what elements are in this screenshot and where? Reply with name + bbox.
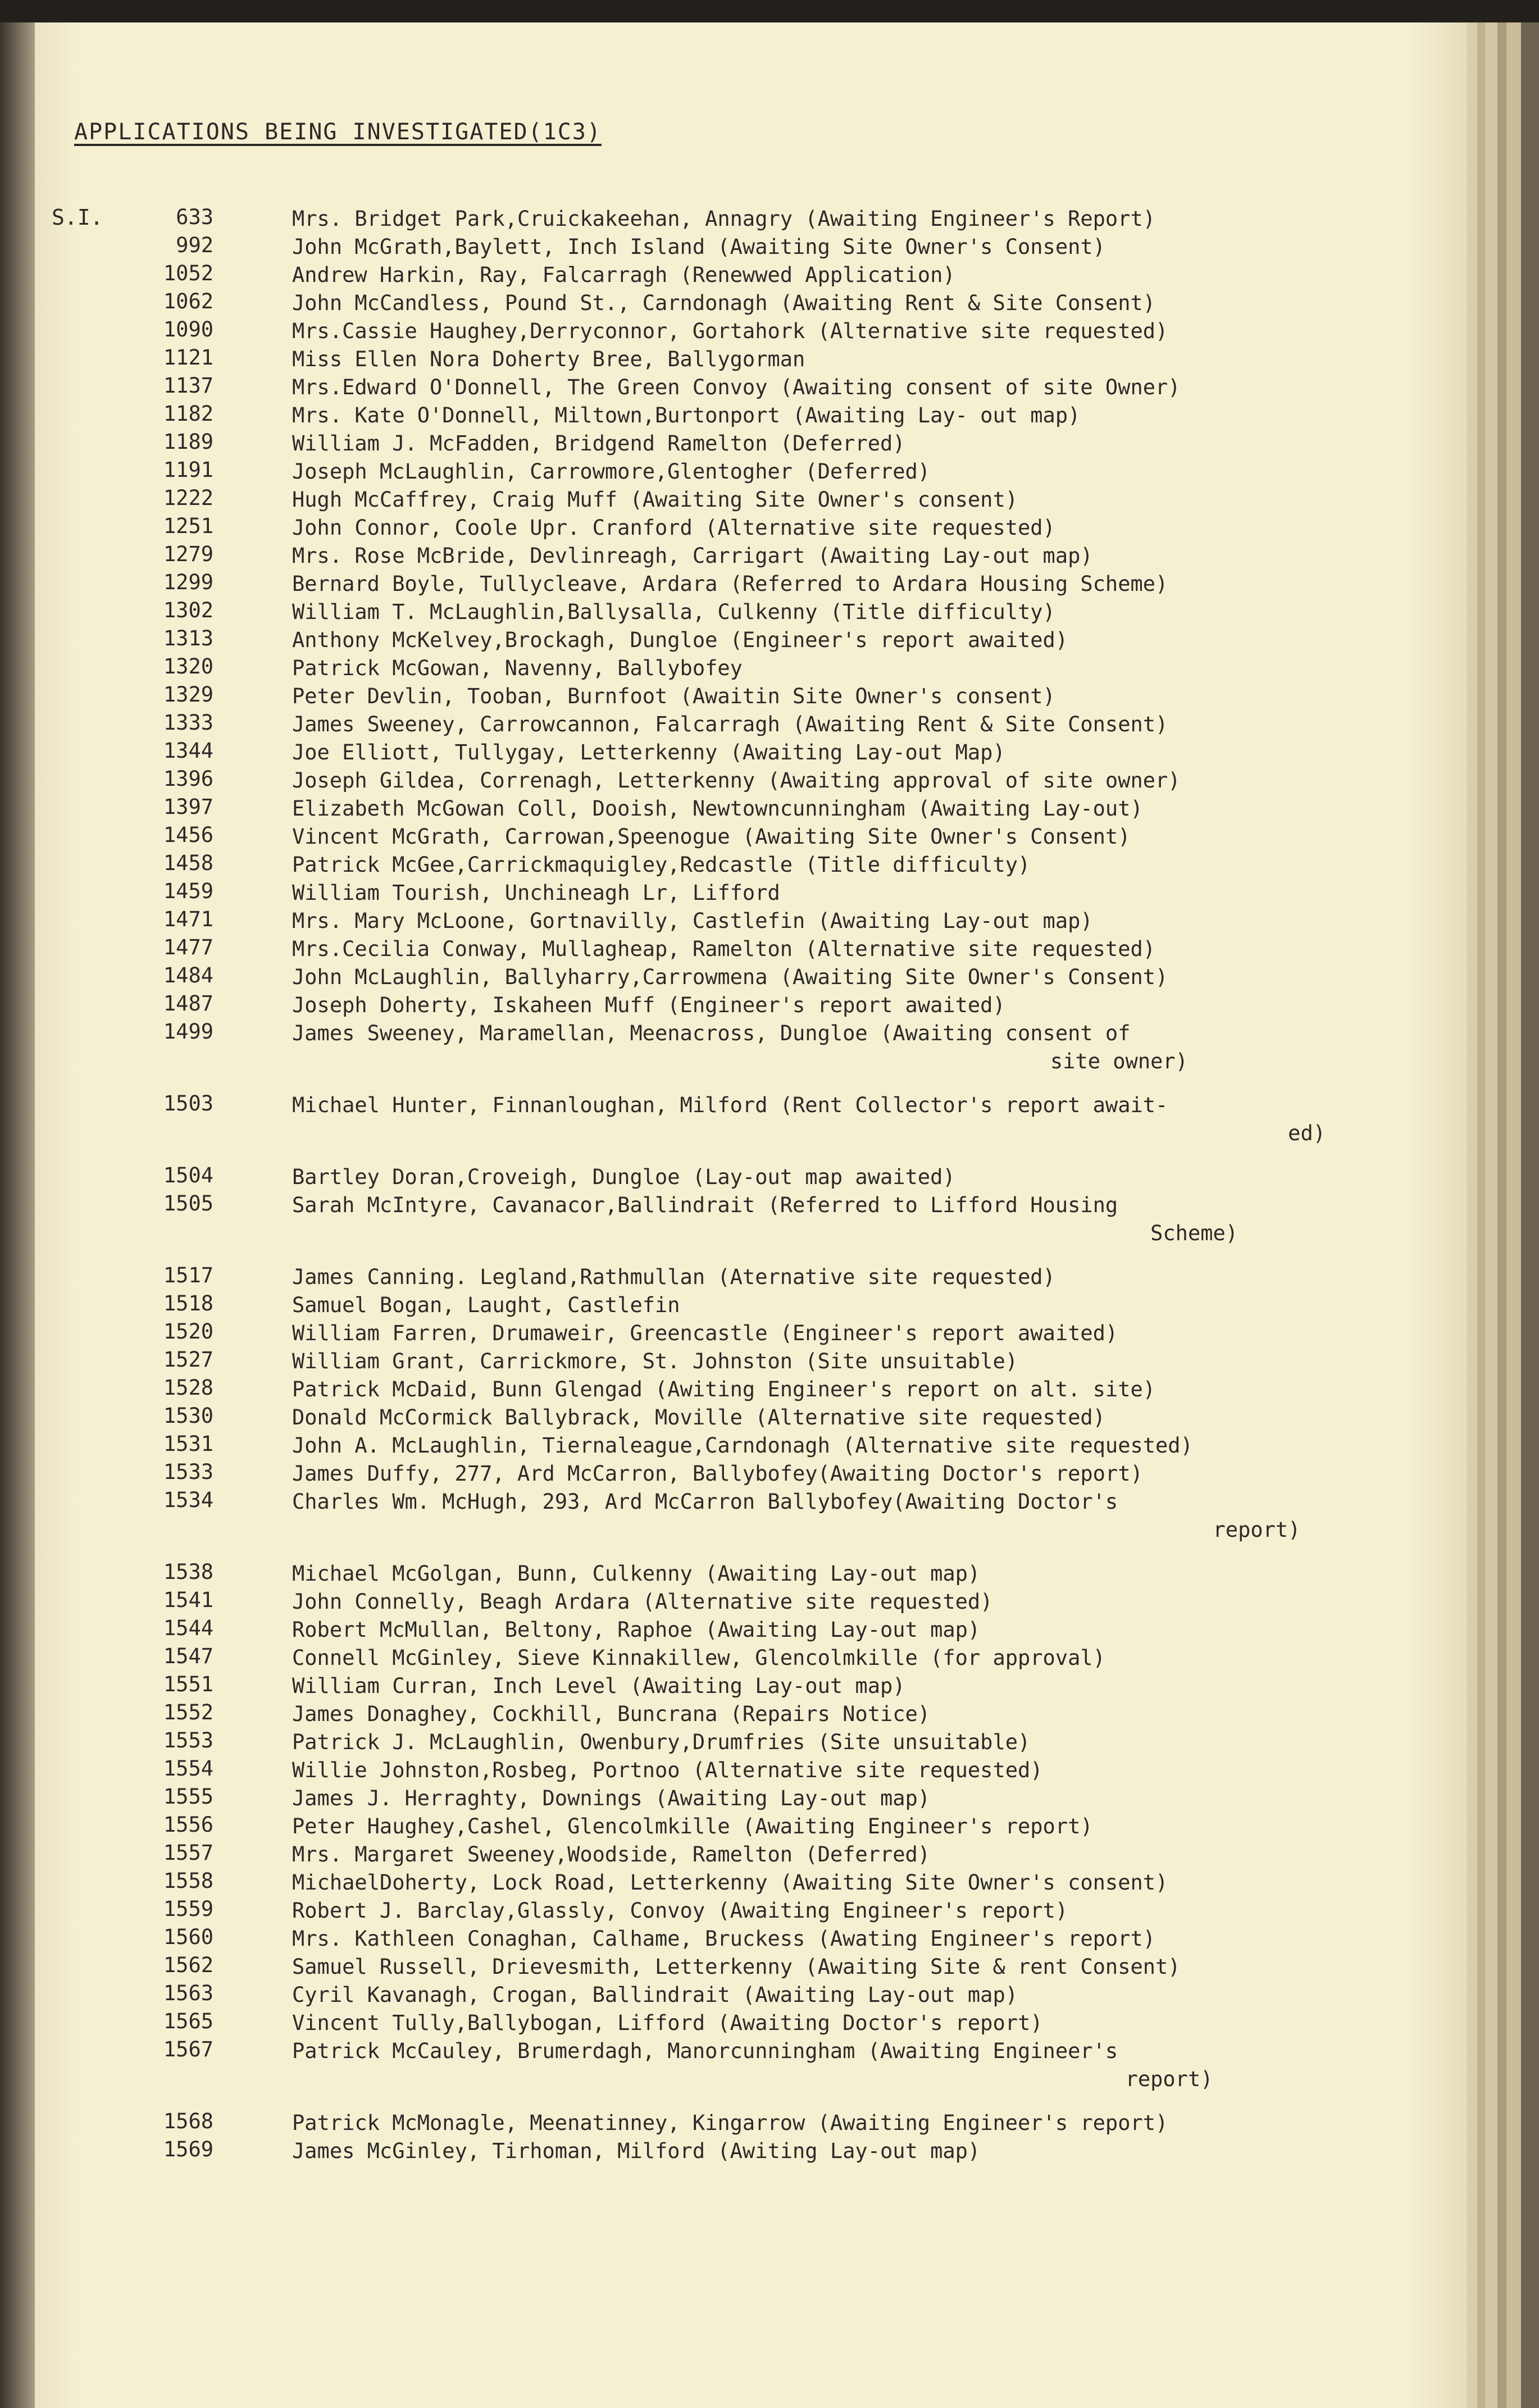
application-details: James Canning. Legland,Rathmullan (Aternative site requested) [292,1265,1055,1289]
application-number: 1397 [163,795,213,819]
application-details: Patrick McMonagle, Meenatinney, Kingarrow (Awaiting Engineer's report) [292,2111,1168,2135]
application-details: Donald McCormick Ballybrack, Moville (Alternative site requested) [292,1405,1105,1430]
page-binding-gutter [0,22,35,2408]
application-details: Cyril Kavanagh, Crogan, Ballindrait (Awaiting Lay-out map) [292,1983,1018,2007]
application-details: Vincent McGrath, Carrowan,Speenogue (Awaiting Site Owner's Consent) [292,825,1131,849]
application-number: 633 [176,205,213,229]
application-number: 1563 [163,1981,213,2005]
application-number: 1484 [163,963,213,987]
application-number: 1313 [163,626,213,650]
application-details: Sarah McIntyre, Cavanacor,Ballindrait (Referred to Lifford Housing [292,1193,1118,1217]
application-details: Bernard Boyle, Tullycleave, Ardara (Referred to Ardara Housing Scheme) [292,572,1168,596]
application-details: James Sweeney, Maramellan, Meenacross, Dungloe (Awaiting consent of [292,1021,1131,1045]
application-details: John McGrath,Baylett, Inch Island (Awaiting Site Owner's Consent) [292,235,1105,259]
application-number: 1499 [163,1019,213,1044]
application-number: 1329 [163,682,213,707]
application-details: Robert McMullan, Beltony, Raphoe (Awaiting Lay-out map) [292,1618,981,1642]
application-number: 1541 [163,1588,213,1612]
application-details: Mrs.Cassie Haughey,Derryconnor, Gortahork (Alternative site requested) [292,319,1168,343]
application-number: 1344 [163,739,213,763]
application-number: 1547 [163,1644,213,1668]
application-number: 1559 [163,1897,213,1921]
application-number: 1518 [163,1291,213,1315]
application-number: 1533 [163,1460,213,1484]
application-details: Joseph Doherty, Iskaheen Muff (Engineer's report awaited) [292,993,1005,1017]
application-details: James Donaghey, Cockhill, Buncrana (Repairs Notice) [292,1702,931,1726]
application-number: 1487 [163,991,213,1016]
application-details: William Grant, Carrickmore, St. Johnston (Site unsuitable) [292,1349,1018,1373]
application-number: 1558 [163,1869,213,1893]
application-number: 1528 [163,1376,213,1400]
application-number: 1527 [163,1348,213,1372]
application-details: Patrick McGowan, Navenny, Ballybofey [292,656,743,680]
application-details: Miss Ellen Nora Doherty Bree, Ballygorman [292,347,805,371]
application-details: James J. Herraghty, Downings (Awaiting Lay-out map) [292,1786,931,1810]
application-details: Patrick McCauley, Brumerdagh, Manorcunningham (Awaiting Engineer's [292,2039,1118,2063]
application-number: 1504 [163,1163,213,1187]
application-details: Willie Johnston,Rosbeg, Portnoo (Alternative site requested) [292,1758,1043,1782]
application-details: Mrs. Kathleen Conaghan, Calhame, Bruckess (Awating Engineer's report) [292,1927,1156,1951]
application-details: Patrick J. McLaughlin, Owenbury,Drumfries (Site unsuitable) [292,1730,1031,1754]
application-details: John McCandless, Pound St., Carndonagh (Awaiting Rent & Site Consent) [292,291,1156,315]
application-details: Patrick McGee,Carrickmaquigley,Redcastle (Title difficulty) [292,853,1031,877]
application-details: Robert J. Barclay,Glassly, Convoy (Awaiting Engineer's report) [292,1899,1068,1923]
application-details: James McGinley, Tirhoman, Milford (Awiting Lay-out map) [292,2139,981,2163]
page-edge-stack [1506,22,1521,2408]
application-details: Joseph McLaughlin, Carrowmore,Glentogher (Deferred) [292,459,931,484]
application-number: 1458 [163,851,213,875]
application-number: 992 [176,233,213,257]
page-heading: APPLICATIONS BEING INVESTIGATED(1C3) [74,119,602,145]
application-details: Mrs. Mary McLoone, Gortnavilly, Castlefin (Awaiting Lay-out map) [292,909,1093,933]
application-number: 1503 [163,1091,213,1116]
application-number: 1567 [163,2037,213,2061]
application-number: 1222 [163,486,213,510]
application-number: 1530 [163,1404,213,1428]
application-number: 1560 [163,1925,213,1949]
application-details: Vincent Tully,Ballybogan, Lifford (Awaiting Doctor's report) [292,2011,1043,2035]
application-number: 1137 [163,374,213,398]
page-edge-stack [1521,22,1539,2408]
application-details: William Curran, Inch Level (Awaiting Lay-out map) [292,1674,905,1698]
application-number: 1544 [163,1616,213,1640]
application-details: Peter Haughey,Cashel, Glencolmkille (Awaiting Engineer's report) [292,1814,1093,1838]
application-number: 1552 [163,1700,213,1724]
page-edge-stack [1485,22,1497,2408]
application-number: 1554 [163,1756,213,1781]
application-number: 1534 [163,1488,213,1512]
application-number: 1568 [163,2109,213,2133]
application-number: 1553 [163,1728,213,1752]
application-details: John Connor, Coole Upr. Cranford (Alternative site requested) [292,516,1055,540]
application-details: John Connelly, Beagh Ardara (Alternative site requested) [292,1590,993,1614]
application-number: 1477 [163,935,213,959]
application-number: 1555 [163,1785,213,1809]
application-number: 1251 [163,514,213,538]
application-details: William Farren, Drumaweir, Greencastle (Engineer's report awaited) [292,1321,1118,1345]
application-number: 1556 [163,1813,213,1837]
application-details: Mrs.Cecilia Conway, Mullagheap, Ramelton (Alternative site requested) [292,937,1156,961]
application-number: 1062 [163,289,213,313]
page-edge-stack [1477,22,1485,2408]
application-details: James Sweeney, Carrowcannon, Falcarragh (Awaiting Rent & Site Consent) [292,712,1168,736]
application-details: Peter Devlin, Tooban, Burnfoot (Awaitin Site Owner's consent) [292,684,1055,708]
application-details-continuation: Scheme) [1150,1221,1326,1245]
application-details: Connell McGinley, Sieve Kinnakillew, Glencolmkille (for approval) [292,1646,1105,1670]
application-details: William T. McLaughlin,Ballysalla, Culkenny (Title difficulty) [292,600,1055,624]
application-details: William J. McFadden, Bridgend Ramelton (Deferred) [292,431,905,456]
page-edge-stack [1497,22,1506,2408]
application-details-continuation: site owner) [1050,1049,1326,1073]
application-number: 1320 [163,654,213,679]
application-number: 1557 [163,1841,213,1865]
application-number: 1531 [163,1432,213,1456]
application-number: 1121 [163,345,213,370]
application-details: Mrs. Bridget Park,Cruickakeehan, Annagry (Awaiting Engineer's Report) [292,207,1156,231]
page-edge-stack [1467,22,1477,2408]
application-number: 1517 [163,1263,213,1287]
application-details: Hugh McCaffrey, Craig Muff (Awaiting Site Owner's consent) [292,488,1018,512]
application-number: 1471 [163,907,213,931]
application-details: William Tourish, Unchineagh Lr, Lifford [292,881,780,905]
application-details: Anthony McKelvey,Brockagh, Dungloe (Engineer's report awaited) [292,628,1068,652]
application-number: 1551 [163,1672,213,1696]
application-number: 1191 [163,458,213,482]
application-details: Charles Wm. McHugh, 293, Ard McCarron Ballybofey(Awaiting Doctor's [292,1490,1118,1514]
application-details: Samuel Bogan, Laught, Castlefin [292,1293,680,1317]
application-number: 1279 [163,542,213,566]
application-details: Mrs. Kate O'Donnell, Miltown,Burtonport (Awaiting Lay- out map) [292,403,1081,427]
application-details: Elizabeth McGowan Coll, Dooish, Newtowncunningham (Awaiting Lay-out) [292,796,1143,821]
application-number: 1052 [163,261,213,285]
application-details-continuation: report) [1213,1518,1326,1542]
series-label: S.I. [52,205,103,230]
application-details: James Duffy, 277, Ard McCarron, Ballybofey(Awaiting Doctor's report) [292,1462,1143,1486]
application-number: 1396 [163,767,213,791]
application-number: 1302 [163,598,213,622]
application-number: 1189 [163,430,213,454]
application-number: 1333 [163,711,213,735]
application-details: John A. McLaughlin, Tiernaleague,Carndonagh (Alternative site requested) [292,1433,1193,1458]
application-details-continuation: report) [1125,2067,1326,2091]
application-number: 1299 [163,570,213,594]
application-number: 1538 [163,1560,213,1584]
application-number: 1565 [163,2009,213,2033]
application-details: Samuel Russell, Drievesmith, Letterkenny (Awaiting Site & rent Consent) [292,1955,1181,1979]
application-details: Bartley Doran,Croveigh, Dungloe (Lay-out map awaited) [292,1165,955,1189]
application-details: Andrew Harkin, Ray, Falcarragh (Renewwed Application) [292,263,955,287]
application-details: Michael McGolgan, Bunn, Culkenny (Awaiting Lay-out map) [292,1562,981,1586]
application-details: Michael Hunter, Finnanloughan, Milford (Rent Collector's report await- [292,1093,1168,1117]
application-details: Joseph Gildea, Correnagh, Letterkenny (Awaiting approval of site owner) [292,768,1181,793]
application-number: 1090 [163,317,213,342]
application-details: Mrs.Edward O'Donnell, The Green Convoy (Awaiting consent of site Owner) [292,375,1181,399]
application-details: MichaelDoherty, Lock Road, Letterkenny (Awaiting Site Owner's consent) [292,1870,1168,1895]
application-number: 1562 [163,1953,213,1977]
application-number: 1182 [163,402,213,426]
application-details: John McLaughlin, Ballyharry,Carrowmena (Awaiting Site Owner's Consent) [292,965,1168,989]
application-details: Joe Elliott, Tullygay, Letterkenny (Awaiting Lay-out Map) [292,740,1005,764]
application-details-continuation: ed) [1288,1121,1326,1145]
application-number: 1520 [163,1319,213,1344]
application-number: 1569 [163,2137,213,2161]
application-number: 1456 [163,823,213,847]
application-details: Mrs. Rose McBride, Devlinreagh, Carrigart (Awaiting Lay-out map) [292,544,1093,568]
application-number: 1505 [163,1191,213,1216]
application-details: Mrs. Margaret Sweeney,Woodside, Ramelton (Deferred) [292,1842,931,1867]
application-details: Patrick McDaid, Bunn Glengad (Awiting Engineer's report on alt. site) [292,1377,1156,1401]
application-number: 1459 [163,879,213,903]
